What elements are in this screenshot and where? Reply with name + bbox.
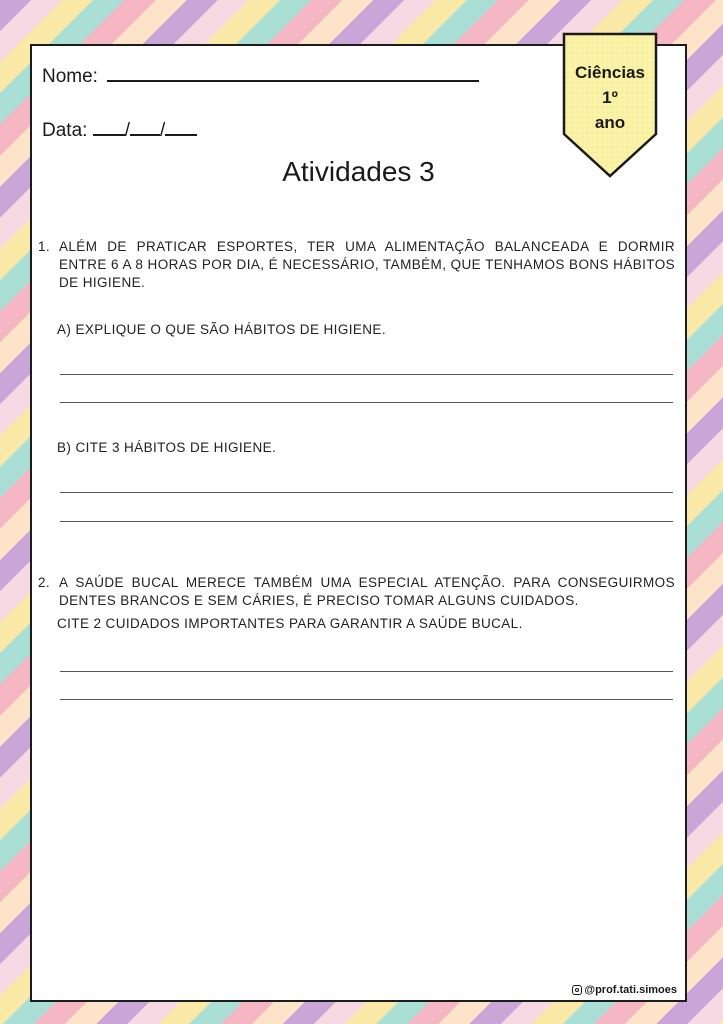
- date-label: Data:: [42, 120, 88, 141]
- name-blank[interactable]: [107, 62, 479, 82]
- question-text: ALÉM DE PRATICAR ESPORTES, TER UMA ALIMENTAÇÃO BALANCEADA E DORMIR ENTRE 6 A 8 HORAS POR DIA, É NECESSÁRIO, TAMBÉM, QUE TENHAMOS BONS HÁBITOS DE HIGIENE.: [59, 239, 675, 290]
- page-title: Atividades 3: [282, 156, 435, 187]
- grade-unit: ano: [594, 113, 626, 132]
- subject-name: Ciências: [575, 63, 645, 82]
- answer-line[interactable]: [60, 402, 673, 403]
- date-separator: /: [124, 120, 130, 141]
- name-field: [42, 62, 479, 88]
- question-number: 2.: [38, 575, 51, 590]
- name-label: Nome:: [42, 66, 98, 87]
- answer-line[interactable]: [60, 521, 673, 522]
- instagram-icon: [572, 985, 582, 995]
- author-credit: [572, 984, 677, 996]
- question-text: A SAÚDE BUCAL MERECE TAMBÉM UMA ESPECIAL ATENÇÃO. PARA CONSEGUIRMOS DENTES BRANCOS E SEM CÁRIES, É PRECISO TOMAR ALGUNS CUIDADOS.: [59, 575, 675, 608]
- question-number: 1.: [38, 239, 51, 254]
- author-handle: @prof.tati.simoes: [584, 984, 677, 996]
- worksheet: [30, 44, 687, 1002]
- answer-line[interactable]: [60, 699, 673, 700]
- answer-line[interactable]: [60, 492, 673, 493]
- subject-badge-text: [562, 60, 658, 135]
- date-field: [42, 116, 197, 142]
- question-1: [38, 238, 678, 294]
- question-2: [38, 574, 678, 614]
- answer-line[interactable]: [60, 374, 673, 375]
- question-1-part-a: A) EXPLIQUE O QUE SÃO HÁBITOS DE HIGIENE.: [57, 322, 386, 337]
- grade-number: 1º: [602, 88, 618, 107]
- date-day-blank[interactable]: [93, 116, 125, 136]
- date-month-blank[interactable]: [130, 116, 160, 136]
- date-separator: /: [159, 120, 166, 141]
- date-year-blank[interactable]: [165, 116, 197, 136]
- answer-line[interactable]: [60, 671, 673, 672]
- question-2-instruction: CITE 2 CUIDADOS IMPORTANTES PARA GARANTIR A SAÚDE BUCAL.: [57, 616, 523, 631]
- question-1-part-b: B) CITE 3 HÁBITOS DE HIGIENE.: [57, 440, 277, 455]
